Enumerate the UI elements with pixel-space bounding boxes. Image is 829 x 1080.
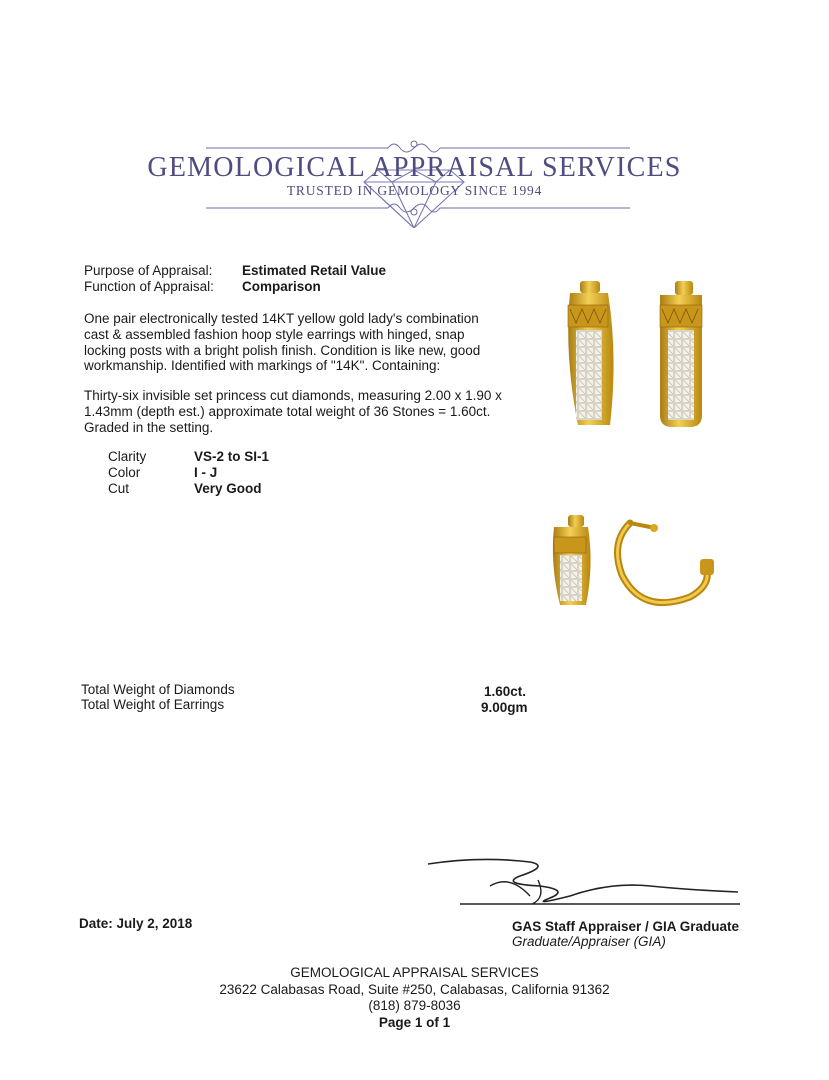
- grade-value: I - J: [194, 465, 218, 480]
- appraisal-date: Date: July 2, 2018: [79, 916, 193, 931]
- page-number: Page 1 of 1: [378, 1015, 451, 1030]
- grade-label: Clarity: [108, 449, 147, 464]
- ornament-bottom: [206, 204, 630, 215]
- total-label: Total Weight of Earrings: [81, 697, 225, 712]
- appraiser-subtitle: Graduate/Appraiser (GIA): [512, 934, 666, 949]
- appraiser-signature: [420, 852, 750, 914]
- item-description: One pair electronically tested 14KT yellow gold lady's combination cast & assembled fashion hoop style earrings with hinged, snap locking posts with a bright polish finish. Condition is like new, good workmanship. Identified with markings of "14K". Containing:: [84, 311, 481, 374]
- brand-name: GEMOLOGICAL APPRAISAL SERVICES: [147, 152, 682, 183]
- grade-value: VS-2 to SI-1: [194, 449, 270, 464]
- grade-value: Very Good: [194, 481, 262, 496]
- function-label: Function of Appraisal:: [84, 279, 214, 294]
- earring-open-hoop: [618, 523, 715, 603]
- grade-label: Cut: [108, 481, 130, 496]
- footer-address: 23622 Calabasas Road, Suite #250, Calabasas, California 91362: [219, 982, 610, 997]
- earring-side-view: [553, 515, 591, 605]
- earring-right: [660, 281, 702, 427]
- total-value: 9.00gm: [481, 700, 528, 715]
- earring-left: [568, 281, 614, 425]
- grade-label: Color: [108, 465, 141, 480]
- total-value: 1.60ct.: [484, 684, 527, 699]
- function-value: Comparison: [242, 279, 321, 294]
- ornament-top: [206, 141, 630, 152]
- brand-tagline: TRUSTED IN GEMOLOGY SINCE 1994: [286, 183, 543, 198]
- purpose-value: Estimated Retail Value: [242, 263, 387, 278]
- earrings-photo: [530, 275, 760, 620]
- purpose-label: Purpose of Appraisal:: [84, 263, 213, 278]
- footer-phone: (818) 879-8036: [368, 998, 461, 1013]
- footer-company: GEMOLOGICAL APPRAISAL SERVICES: [290, 965, 539, 980]
- stone-description: Thirty-six invisible set princess cut diamonds, measuring 2.00 x 1.90 x 1.43mm (depth est.) approximate total weight of 36 Stones = 1.60ct. Graded in the setting.: [84, 388, 502, 435]
- appraiser-title: GAS Staff Appraiser / GIA Graduate: [512, 919, 740, 934]
- total-label: Total Weight of Diamonds: [81, 682, 235, 697]
